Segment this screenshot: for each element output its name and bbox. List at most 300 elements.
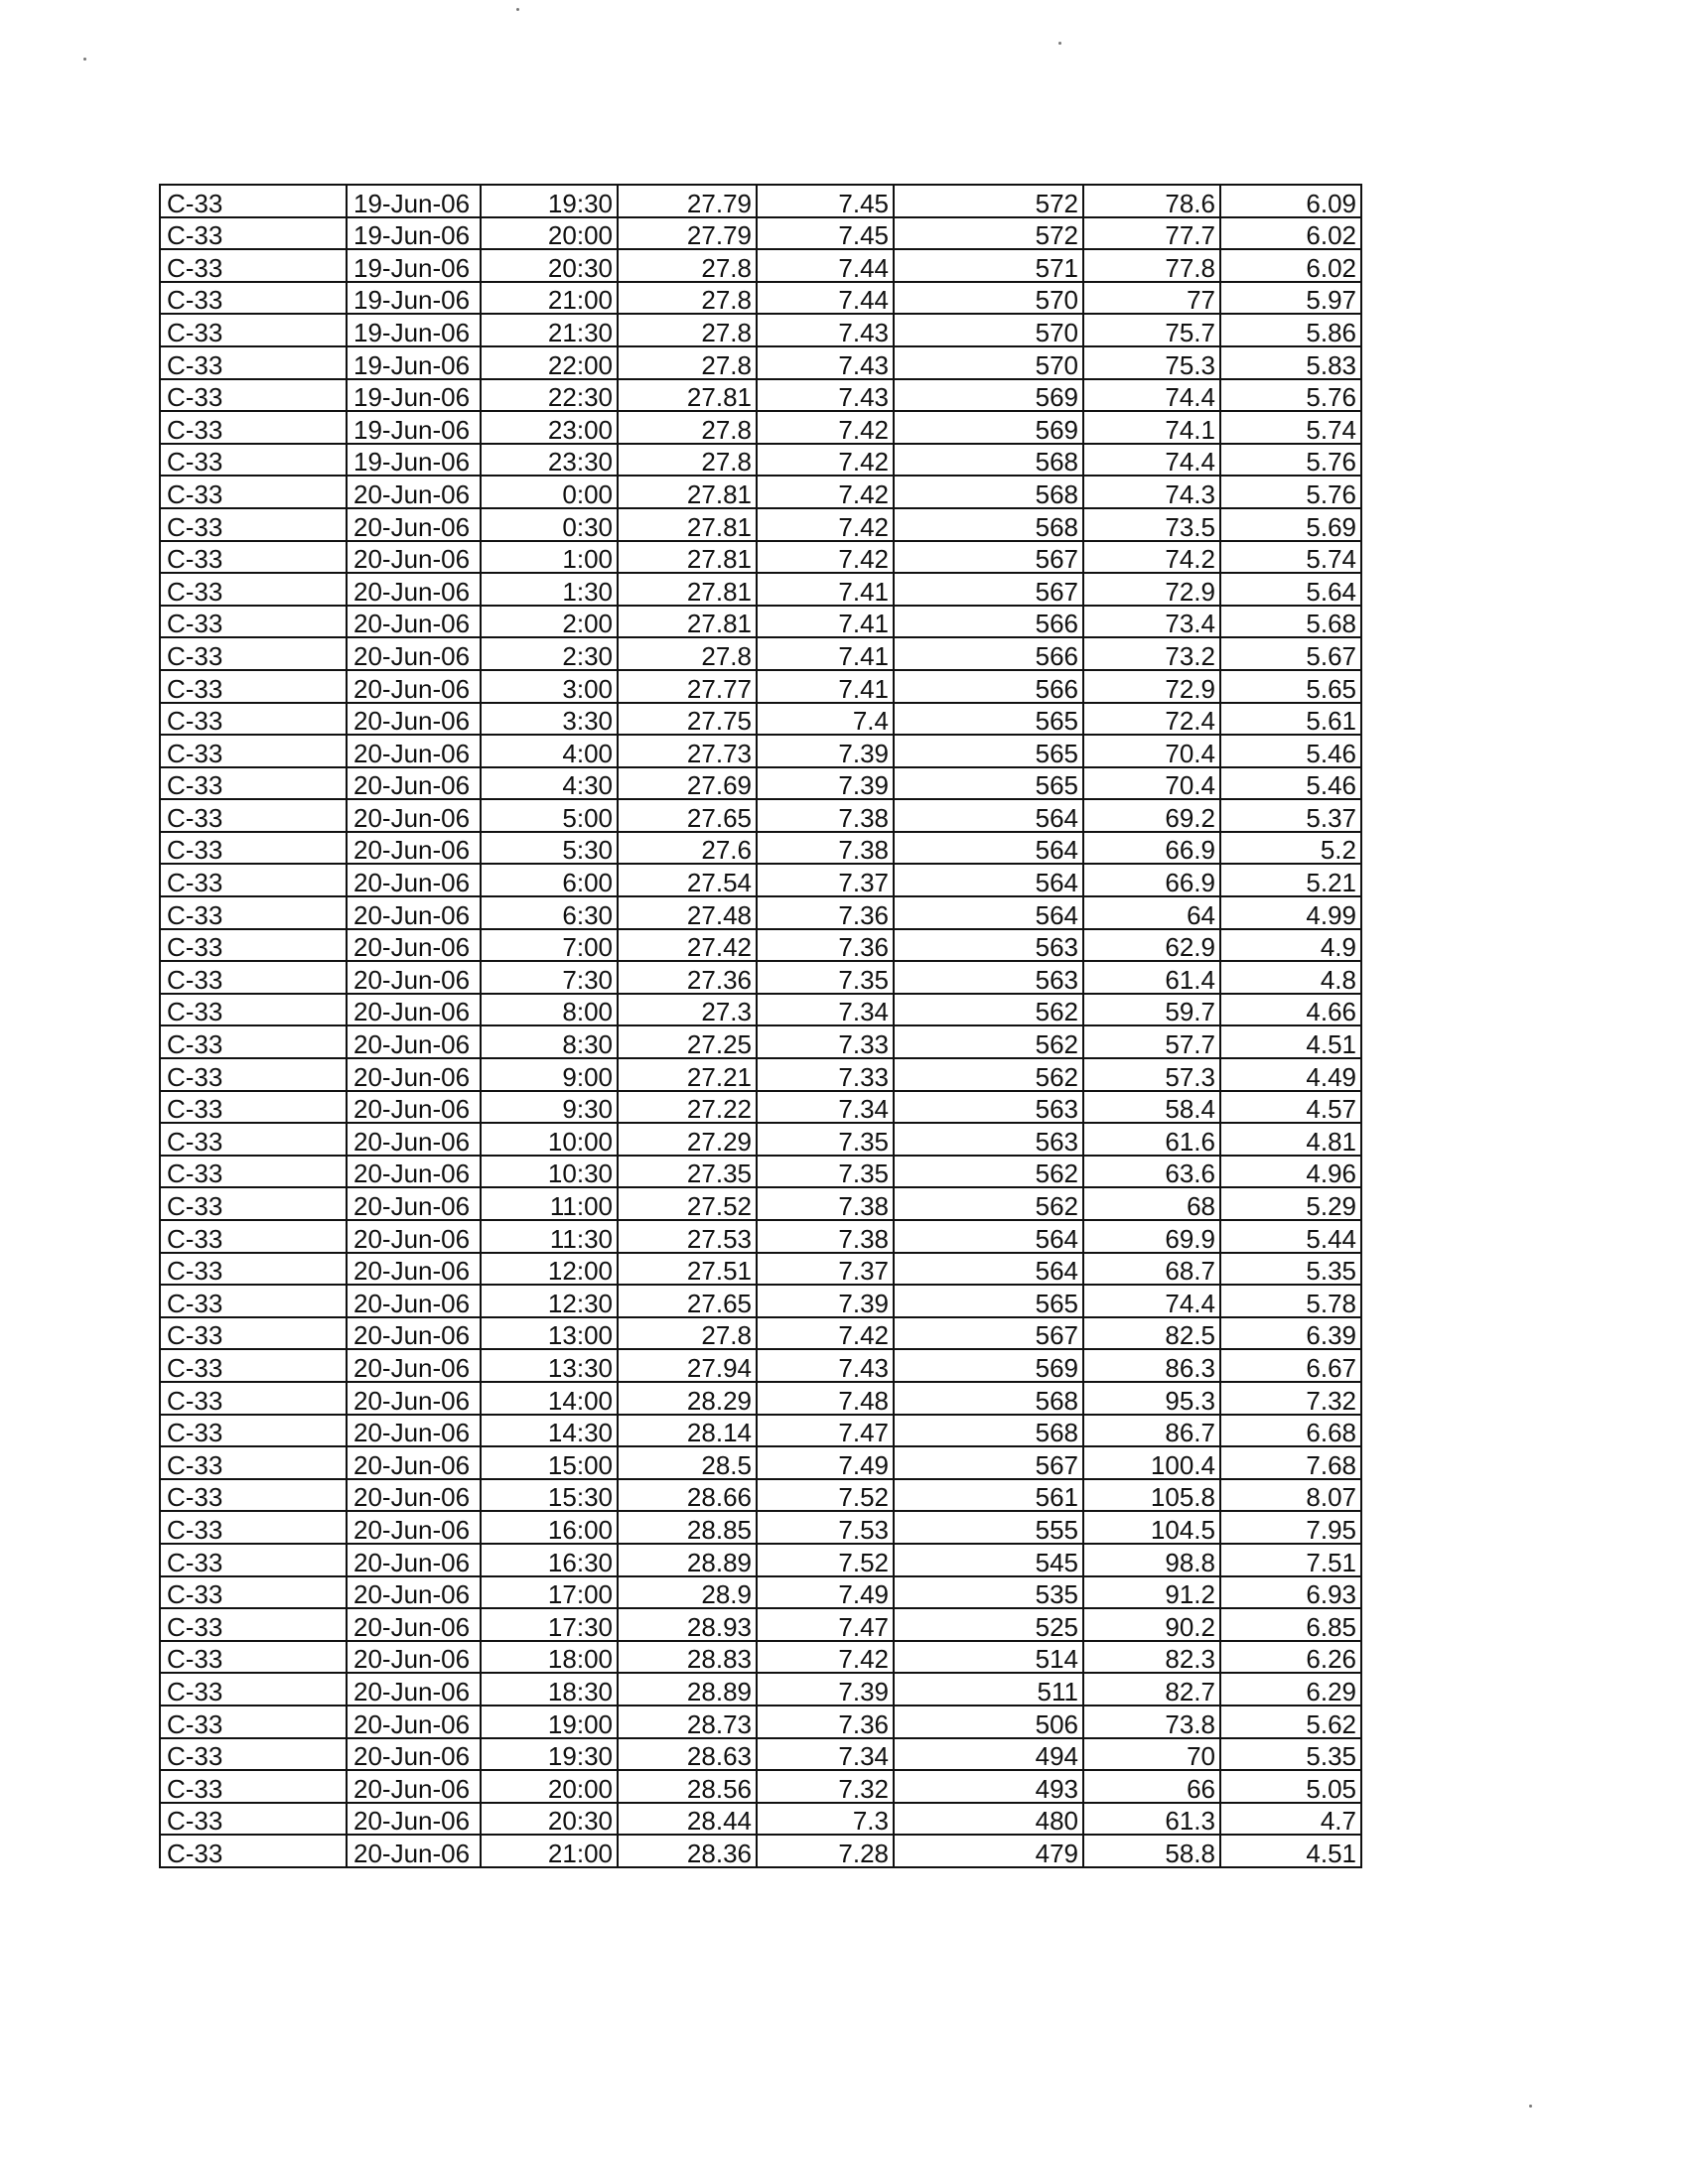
time-cell: 4:00 bbox=[481, 735, 618, 767]
ph-cell: 7.39 bbox=[757, 1285, 894, 1317]
date-cell: 20-Jun-06 bbox=[347, 1156, 481, 1188]
table-row bbox=[160, 606, 1361, 638]
site-cell: C-33 bbox=[160, 379, 347, 412]
conductivity-cell: 563 bbox=[894, 929, 1083, 962]
temperature-cell: 27.8 bbox=[618, 444, 757, 477]
time-cell: 12:00 bbox=[481, 1253, 618, 1286]
time-cell: 18:00 bbox=[481, 1641, 618, 1674]
site-cell: C-33 bbox=[160, 282, 347, 315]
date-cell: 19-Jun-06 bbox=[347, 444, 481, 477]
do-mgl-cell: 6.39 bbox=[1220, 1317, 1361, 1350]
do-percent-cell: 73.2 bbox=[1083, 637, 1220, 670]
date-cell: 20-Jun-06 bbox=[347, 1738, 481, 1771]
do-mgl-cell: 6.02 bbox=[1220, 217, 1361, 250]
site-cell: C-33 bbox=[160, 1835, 347, 1867]
conductivity-cell: 479 bbox=[894, 1835, 1083, 1867]
temperature-cell: 28.93 bbox=[618, 1608, 757, 1641]
site-cell: C-33 bbox=[160, 1446, 347, 1479]
time-cell: 8:30 bbox=[481, 1025, 618, 1058]
temperature-cell: 27.6 bbox=[618, 832, 757, 865]
site-cell: C-33 bbox=[160, 508, 347, 541]
time-cell: 0:30 bbox=[481, 508, 618, 541]
site-cell: C-33 bbox=[160, 670, 347, 703]
date-cell: 20-Jun-06 bbox=[347, 1479, 481, 1512]
ph-cell: 7.45 bbox=[757, 185, 894, 217]
do-percent-cell: 61.3 bbox=[1083, 1803, 1220, 1836]
do-percent-cell: 100.4 bbox=[1083, 1446, 1220, 1479]
conductivity-cell: 569 bbox=[894, 411, 1083, 444]
conductivity-cell: 570 bbox=[894, 346, 1083, 379]
date-cell: 20-Jun-06 bbox=[347, 1770, 481, 1803]
scan-speck bbox=[1529, 2105, 1532, 2108]
temperature-cell: 27.3 bbox=[618, 994, 757, 1026]
time-cell: 6:00 bbox=[481, 864, 618, 896]
site-cell: C-33 bbox=[160, 1187, 347, 1220]
table-row bbox=[160, 670, 1361, 703]
conductivity-cell: 567 bbox=[894, 573, 1083, 606]
date-cell: 20-Jun-06 bbox=[347, 864, 481, 896]
do-mgl-cell: 5.46 bbox=[1220, 767, 1361, 800]
ph-cell: 7.28 bbox=[757, 1835, 894, 1867]
conductivity-cell: 562 bbox=[894, 1058, 1083, 1091]
scan-speck bbox=[1058, 42, 1061, 45]
site-cell: C-33 bbox=[160, 314, 347, 346]
table-row bbox=[160, 1608, 1361, 1641]
site-cell: C-33 bbox=[160, 864, 347, 896]
ph-cell: 7.48 bbox=[757, 1382, 894, 1415]
conductivity-cell: 569 bbox=[894, 1349, 1083, 1382]
table-row bbox=[160, 1835, 1361, 1867]
do-mgl-cell: 5.83 bbox=[1220, 346, 1361, 379]
site-cell: C-33 bbox=[160, 1058, 347, 1091]
date-cell: 20-Jun-06 bbox=[347, 1187, 481, 1220]
table-row bbox=[160, 1156, 1361, 1188]
do-percent-cell: 58.8 bbox=[1083, 1835, 1220, 1867]
table-row bbox=[160, 1479, 1361, 1512]
date-cell: 19-Jun-06 bbox=[347, 411, 481, 444]
date-cell: 20-Jun-06 bbox=[347, 541, 481, 574]
table-row bbox=[160, 929, 1361, 962]
ph-cell: 7.43 bbox=[757, 314, 894, 346]
temperature-cell: 27.29 bbox=[618, 1123, 757, 1156]
conductivity-cell: 568 bbox=[894, 444, 1083, 477]
conductivity-cell: 561 bbox=[894, 1479, 1083, 1512]
table-row bbox=[160, 508, 1361, 541]
time-cell: 16:30 bbox=[481, 1544, 618, 1576]
conductivity-cell: 567 bbox=[894, 1446, 1083, 1479]
conductivity-cell: 506 bbox=[894, 1706, 1083, 1738]
temperature-cell: 28.44 bbox=[618, 1803, 757, 1836]
ph-cell: 7.41 bbox=[757, 573, 894, 606]
date-cell: 20-Jun-06 bbox=[347, 767, 481, 800]
ph-cell: 7.42 bbox=[757, 476, 894, 508]
time-cell: 9:30 bbox=[481, 1091, 618, 1124]
do-mgl-cell: 5.64 bbox=[1220, 573, 1361, 606]
do-mgl-cell: 4.9 bbox=[1220, 929, 1361, 962]
time-cell: 6:30 bbox=[481, 896, 618, 929]
ph-cell: 7.35 bbox=[757, 961, 894, 994]
table-row bbox=[160, 1253, 1361, 1286]
do-mgl-cell: 5.62 bbox=[1220, 1706, 1361, 1738]
do-mgl-cell: 6.29 bbox=[1220, 1673, 1361, 1706]
time-cell: 21:00 bbox=[481, 282, 618, 315]
do-mgl-cell: 7.51 bbox=[1220, 1544, 1361, 1576]
do-mgl-cell: 6.26 bbox=[1220, 1641, 1361, 1674]
do-percent-cell: 70.4 bbox=[1083, 735, 1220, 767]
date-cell: 20-Jun-06 bbox=[347, 1835, 481, 1867]
date-cell: 20-Jun-06 bbox=[347, 1706, 481, 1738]
conductivity-cell: 564 bbox=[894, 864, 1083, 896]
site-cell: C-33 bbox=[160, 185, 347, 217]
do-mgl-cell: 5.74 bbox=[1220, 411, 1361, 444]
date-cell: 20-Jun-06 bbox=[347, 735, 481, 767]
table-row bbox=[160, 346, 1361, 379]
site-cell: C-33 bbox=[160, 961, 347, 994]
table-row bbox=[160, 1317, 1361, 1350]
ph-cell: 7.34 bbox=[757, 1091, 894, 1124]
time-cell: 19:30 bbox=[481, 185, 618, 217]
ph-cell: 7.4 bbox=[757, 703, 894, 736]
conductivity-cell: 562 bbox=[894, 1187, 1083, 1220]
ph-cell: 7.38 bbox=[757, 799, 894, 832]
temperature-cell: 27.65 bbox=[618, 1285, 757, 1317]
ph-cell: 7.36 bbox=[757, 896, 894, 929]
temperature-cell: 27.94 bbox=[618, 1349, 757, 1382]
conductivity-cell: 565 bbox=[894, 703, 1083, 736]
site-cell: C-33 bbox=[160, 573, 347, 606]
do-mgl-cell: 5.37 bbox=[1220, 799, 1361, 832]
temperature-cell: 27.81 bbox=[618, 606, 757, 638]
date-cell: 19-Jun-06 bbox=[347, 249, 481, 282]
do-mgl-cell: 5.35 bbox=[1220, 1738, 1361, 1771]
conductivity-cell: 570 bbox=[894, 282, 1083, 315]
do-mgl-cell: 5.76 bbox=[1220, 476, 1361, 508]
date-cell: 20-Jun-06 bbox=[347, 1446, 481, 1479]
time-cell: 22:30 bbox=[481, 379, 618, 412]
site-cell: C-33 bbox=[160, 1382, 347, 1415]
time-cell: 0:00 bbox=[481, 476, 618, 508]
date-cell: 20-Jun-06 bbox=[347, 703, 481, 736]
ph-cell: 7.52 bbox=[757, 1544, 894, 1576]
ph-cell: 7.53 bbox=[757, 1511, 894, 1544]
do-mgl-cell: 5.61 bbox=[1220, 703, 1361, 736]
conductivity-cell: 565 bbox=[894, 1285, 1083, 1317]
ph-cell: 7.38 bbox=[757, 1220, 894, 1253]
do-percent-cell: 58.4 bbox=[1083, 1091, 1220, 1124]
do-percent-cell: 105.8 bbox=[1083, 1479, 1220, 1512]
site-cell: C-33 bbox=[160, 994, 347, 1026]
temperature-cell: 28.73 bbox=[618, 1706, 757, 1738]
ph-cell: 7.44 bbox=[757, 249, 894, 282]
do-percent-cell: 64 bbox=[1083, 896, 1220, 929]
temperature-cell: 28.36 bbox=[618, 1835, 757, 1867]
do-percent-cell: 82.3 bbox=[1083, 1641, 1220, 1674]
date-cell: 20-Jun-06 bbox=[347, 1673, 481, 1706]
temperature-cell: 28.56 bbox=[618, 1770, 757, 1803]
do-percent-cell: 98.8 bbox=[1083, 1544, 1220, 1576]
do-mgl-cell: 5.69 bbox=[1220, 508, 1361, 541]
site-cell: C-33 bbox=[160, 832, 347, 865]
time-cell: 23:30 bbox=[481, 444, 618, 477]
table-row bbox=[160, 314, 1361, 346]
time-cell: 17:00 bbox=[481, 1576, 618, 1609]
table-row bbox=[160, 1349, 1361, 1382]
conductivity-cell: 563 bbox=[894, 1091, 1083, 1124]
date-cell: 20-Jun-06 bbox=[347, 670, 481, 703]
site-cell: C-33 bbox=[160, 799, 347, 832]
conductivity-cell: 493 bbox=[894, 1770, 1083, 1803]
temperature-cell: 28.63 bbox=[618, 1738, 757, 1771]
date-cell: 20-Jun-06 bbox=[347, 1511, 481, 1544]
do-mgl-cell: 5.29 bbox=[1220, 1187, 1361, 1220]
conductivity-cell: 525 bbox=[894, 1608, 1083, 1641]
conductivity-cell: 514 bbox=[894, 1641, 1083, 1674]
table-row bbox=[160, 703, 1361, 736]
do-percent-cell: 66.9 bbox=[1083, 864, 1220, 896]
table-row bbox=[160, 1738, 1361, 1771]
ph-cell: 7.41 bbox=[757, 670, 894, 703]
time-cell: 2:00 bbox=[481, 606, 618, 638]
temperature-cell: 27.65 bbox=[618, 799, 757, 832]
temperature-cell: 27.25 bbox=[618, 1025, 757, 1058]
time-cell: 3:00 bbox=[481, 670, 618, 703]
conductivity-cell: 565 bbox=[894, 735, 1083, 767]
site-cell: C-33 bbox=[160, 1025, 347, 1058]
do-percent-cell: 62.9 bbox=[1083, 929, 1220, 962]
conductivity-cell: 562 bbox=[894, 1025, 1083, 1058]
do-percent-cell: 68.7 bbox=[1083, 1253, 1220, 1286]
site-cell: C-33 bbox=[160, 249, 347, 282]
table-row bbox=[160, 1058, 1361, 1091]
date-cell: 20-Jun-06 bbox=[347, 573, 481, 606]
ph-cell: 7.42 bbox=[757, 411, 894, 444]
site-cell: C-33 bbox=[160, 217, 347, 250]
conductivity-cell: 568 bbox=[894, 508, 1083, 541]
temperature-cell: 27.81 bbox=[618, 541, 757, 574]
site-cell: C-33 bbox=[160, 1253, 347, 1286]
conductivity-cell: 572 bbox=[894, 185, 1083, 217]
temperature-cell: 28.83 bbox=[618, 1641, 757, 1674]
time-cell: 20:30 bbox=[481, 249, 618, 282]
do-percent-cell: 57.3 bbox=[1083, 1058, 1220, 1091]
do-mgl-cell: 5.35 bbox=[1220, 1253, 1361, 1286]
do-mgl-cell: 6.67 bbox=[1220, 1349, 1361, 1382]
do-mgl-cell: 4.57 bbox=[1220, 1091, 1361, 1124]
site-cell: C-33 bbox=[160, 1738, 347, 1771]
temperature-cell: 27.8 bbox=[618, 1317, 757, 1350]
ph-cell: 7.39 bbox=[757, 735, 894, 767]
table-row bbox=[160, 896, 1361, 929]
date-cell: 20-Jun-06 bbox=[347, 1220, 481, 1253]
do-mgl-cell: 8.07 bbox=[1220, 1479, 1361, 1512]
site-cell: C-33 bbox=[160, 411, 347, 444]
ph-cell: 7.47 bbox=[757, 1608, 894, 1641]
ph-cell: 7.3 bbox=[757, 1803, 894, 1836]
table-row bbox=[160, 1415, 1361, 1447]
time-cell: 21:00 bbox=[481, 1835, 618, 1867]
table-row bbox=[160, 444, 1361, 477]
date-cell: 20-Jun-06 bbox=[347, 994, 481, 1026]
date-cell: 19-Jun-06 bbox=[347, 379, 481, 412]
ph-cell: 7.43 bbox=[757, 1349, 894, 1382]
do-percent-cell: 70 bbox=[1083, 1738, 1220, 1771]
table-body bbox=[160, 185, 1361, 1867]
table-row bbox=[160, 1576, 1361, 1609]
conductivity-cell: 563 bbox=[894, 1123, 1083, 1156]
ph-cell: 7.44 bbox=[757, 282, 894, 315]
do-percent-cell: 74.4 bbox=[1083, 444, 1220, 477]
conductivity-cell: 562 bbox=[894, 994, 1083, 1026]
do-mgl-cell: 4.81 bbox=[1220, 1123, 1361, 1156]
date-cell: 20-Jun-06 bbox=[347, 637, 481, 670]
time-cell: 15:30 bbox=[481, 1479, 618, 1512]
do-percent-cell: 69.9 bbox=[1083, 1220, 1220, 1253]
do-percent-cell: 61.4 bbox=[1083, 961, 1220, 994]
conductivity-cell: 545 bbox=[894, 1544, 1083, 1576]
time-cell: 3:30 bbox=[481, 703, 618, 736]
table-row bbox=[160, 541, 1361, 574]
ph-cell: 7.45 bbox=[757, 217, 894, 250]
site-cell: C-33 bbox=[160, 346, 347, 379]
table-row bbox=[160, 735, 1361, 767]
conductivity-cell: 564 bbox=[894, 832, 1083, 865]
time-cell: 7:00 bbox=[481, 929, 618, 962]
temperature-cell: 27.8 bbox=[618, 637, 757, 670]
table-row bbox=[160, 1511, 1361, 1544]
table-row bbox=[160, 1382, 1361, 1415]
time-cell: 20:30 bbox=[481, 1803, 618, 1836]
conductivity-cell: 568 bbox=[894, 1415, 1083, 1447]
ph-cell: 7.34 bbox=[757, 1738, 894, 1771]
ph-cell: 7.37 bbox=[757, 1253, 894, 1286]
date-cell: 20-Jun-06 bbox=[347, 1058, 481, 1091]
do-mgl-cell: 4.96 bbox=[1220, 1156, 1361, 1188]
conductivity-cell: 511 bbox=[894, 1673, 1083, 1706]
ph-cell: 7.39 bbox=[757, 1673, 894, 1706]
table-row bbox=[160, 1641, 1361, 1674]
do-percent-cell: 72.4 bbox=[1083, 703, 1220, 736]
date-cell: 20-Jun-06 bbox=[347, 1576, 481, 1609]
do-percent-cell: 104.5 bbox=[1083, 1511, 1220, 1544]
do-percent-cell: 75.3 bbox=[1083, 346, 1220, 379]
temperature-cell: 27.21 bbox=[618, 1058, 757, 1091]
do-percent-cell: 59.7 bbox=[1083, 994, 1220, 1026]
table-row bbox=[160, 1123, 1361, 1156]
table-row bbox=[160, 476, 1361, 508]
temperature-cell: 28.14 bbox=[618, 1415, 757, 1447]
do-mgl-cell: 5.86 bbox=[1220, 314, 1361, 346]
conductivity-cell: 562 bbox=[894, 1156, 1083, 1188]
temperature-cell: 27.8 bbox=[618, 282, 757, 315]
do-percent-cell: 74.3 bbox=[1083, 476, 1220, 508]
conductivity-cell: 565 bbox=[894, 767, 1083, 800]
conductivity-cell: 572 bbox=[894, 217, 1083, 250]
do-percent-cell: 74.1 bbox=[1083, 411, 1220, 444]
site-cell: C-33 bbox=[160, 637, 347, 670]
table-row bbox=[160, 1770, 1361, 1803]
site-cell: C-33 bbox=[160, 1641, 347, 1674]
temperature-cell: 27.77 bbox=[618, 670, 757, 703]
do-mgl-cell: 4.49 bbox=[1220, 1058, 1361, 1091]
temperature-cell: 27.54 bbox=[618, 864, 757, 896]
temperature-cell: 28.5 bbox=[618, 1446, 757, 1479]
do-mgl-cell: 4.66 bbox=[1220, 994, 1361, 1026]
temperature-cell: 27.73 bbox=[618, 735, 757, 767]
ph-cell: 7.38 bbox=[757, 1187, 894, 1220]
do-percent-cell: 74.4 bbox=[1083, 1285, 1220, 1317]
date-cell: 20-Jun-06 bbox=[347, 508, 481, 541]
temperature-cell: 27.79 bbox=[618, 217, 757, 250]
time-cell: 4:30 bbox=[481, 767, 618, 800]
date-cell: 19-Jun-06 bbox=[347, 346, 481, 379]
date-cell: 19-Jun-06 bbox=[347, 185, 481, 217]
table-row bbox=[160, 411, 1361, 444]
do-percent-cell: 73.4 bbox=[1083, 606, 1220, 638]
site-cell: C-33 bbox=[160, 929, 347, 962]
time-cell: 18:30 bbox=[481, 1673, 618, 1706]
date-cell: 19-Jun-06 bbox=[347, 314, 481, 346]
do-mgl-cell: 5.46 bbox=[1220, 735, 1361, 767]
do-percent-cell: 66 bbox=[1083, 1770, 1220, 1803]
time-cell: 19:30 bbox=[481, 1738, 618, 1771]
temperature-cell: 28.9 bbox=[618, 1576, 757, 1609]
do-percent-cell: 86.3 bbox=[1083, 1349, 1220, 1382]
site-cell: C-33 bbox=[160, 1770, 347, 1803]
site-cell: C-33 bbox=[160, 896, 347, 929]
do-mgl-cell: 6.09 bbox=[1220, 185, 1361, 217]
ph-cell: 7.36 bbox=[757, 1706, 894, 1738]
time-cell: 5:30 bbox=[481, 832, 618, 865]
date-cell: 20-Jun-06 bbox=[347, 1382, 481, 1415]
time-cell: 15:00 bbox=[481, 1446, 618, 1479]
temperature-cell: 27.8 bbox=[618, 249, 757, 282]
date-cell: 20-Jun-06 bbox=[347, 476, 481, 508]
ph-cell: 7.32 bbox=[757, 1770, 894, 1803]
site-cell: C-33 bbox=[160, 1091, 347, 1124]
time-cell: 1:30 bbox=[481, 573, 618, 606]
time-cell: 9:00 bbox=[481, 1058, 618, 1091]
temperature-cell: 27.8 bbox=[618, 314, 757, 346]
conductivity-cell: 567 bbox=[894, 541, 1083, 574]
do-mgl-cell: 4.7 bbox=[1220, 1803, 1361, 1836]
ph-cell: 7.38 bbox=[757, 832, 894, 865]
date-cell: 20-Jun-06 bbox=[347, 1803, 481, 1836]
do-percent-cell: 73.5 bbox=[1083, 508, 1220, 541]
table-row bbox=[160, 1706, 1361, 1738]
do-percent-cell: 75.7 bbox=[1083, 314, 1220, 346]
scan-speck bbox=[516, 8, 519, 11]
temperature-cell: 27.22 bbox=[618, 1091, 757, 1124]
date-cell: 20-Jun-06 bbox=[347, 1317, 481, 1350]
temperature-cell: 27.75 bbox=[618, 703, 757, 736]
table-row bbox=[160, 994, 1361, 1026]
do-percent-cell: 63.6 bbox=[1083, 1156, 1220, 1188]
site-cell: C-33 bbox=[160, 1608, 347, 1641]
date-cell: 20-Jun-06 bbox=[347, 1285, 481, 1317]
do-mgl-cell: 5.44 bbox=[1220, 1220, 1361, 1253]
do-mgl-cell: 5.05 bbox=[1220, 1770, 1361, 1803]
do-mgl-cell: 6.93 bbox=[1220, 1576, 1361, 1609]
ph-cell: 7.35 bbox=[757, 1156, 894, 1188]
date-cell: 20-Jun-06 bbox=[347, 1415, 481, 1447]
site-cell: C-33 bbox=[160, 1123, 347, 1156]
do-percent-cell: 74.2 bbox=[1083, 541, 1220, 574]
date-cell: 20-Jun-06 bbox=[347, 1253, 481, 1286]
ph-cell: 7.42 bbox=[757, 1641, 894, 1674]
site-cell: C-33 bbox=[160, 735, 347, 767]
conductivity-cell: 571 bbox=[894, 249, 1083, 282]
do-mgl-cell: 4.51 bbox=[1220, 1025, 1361, 1058]
